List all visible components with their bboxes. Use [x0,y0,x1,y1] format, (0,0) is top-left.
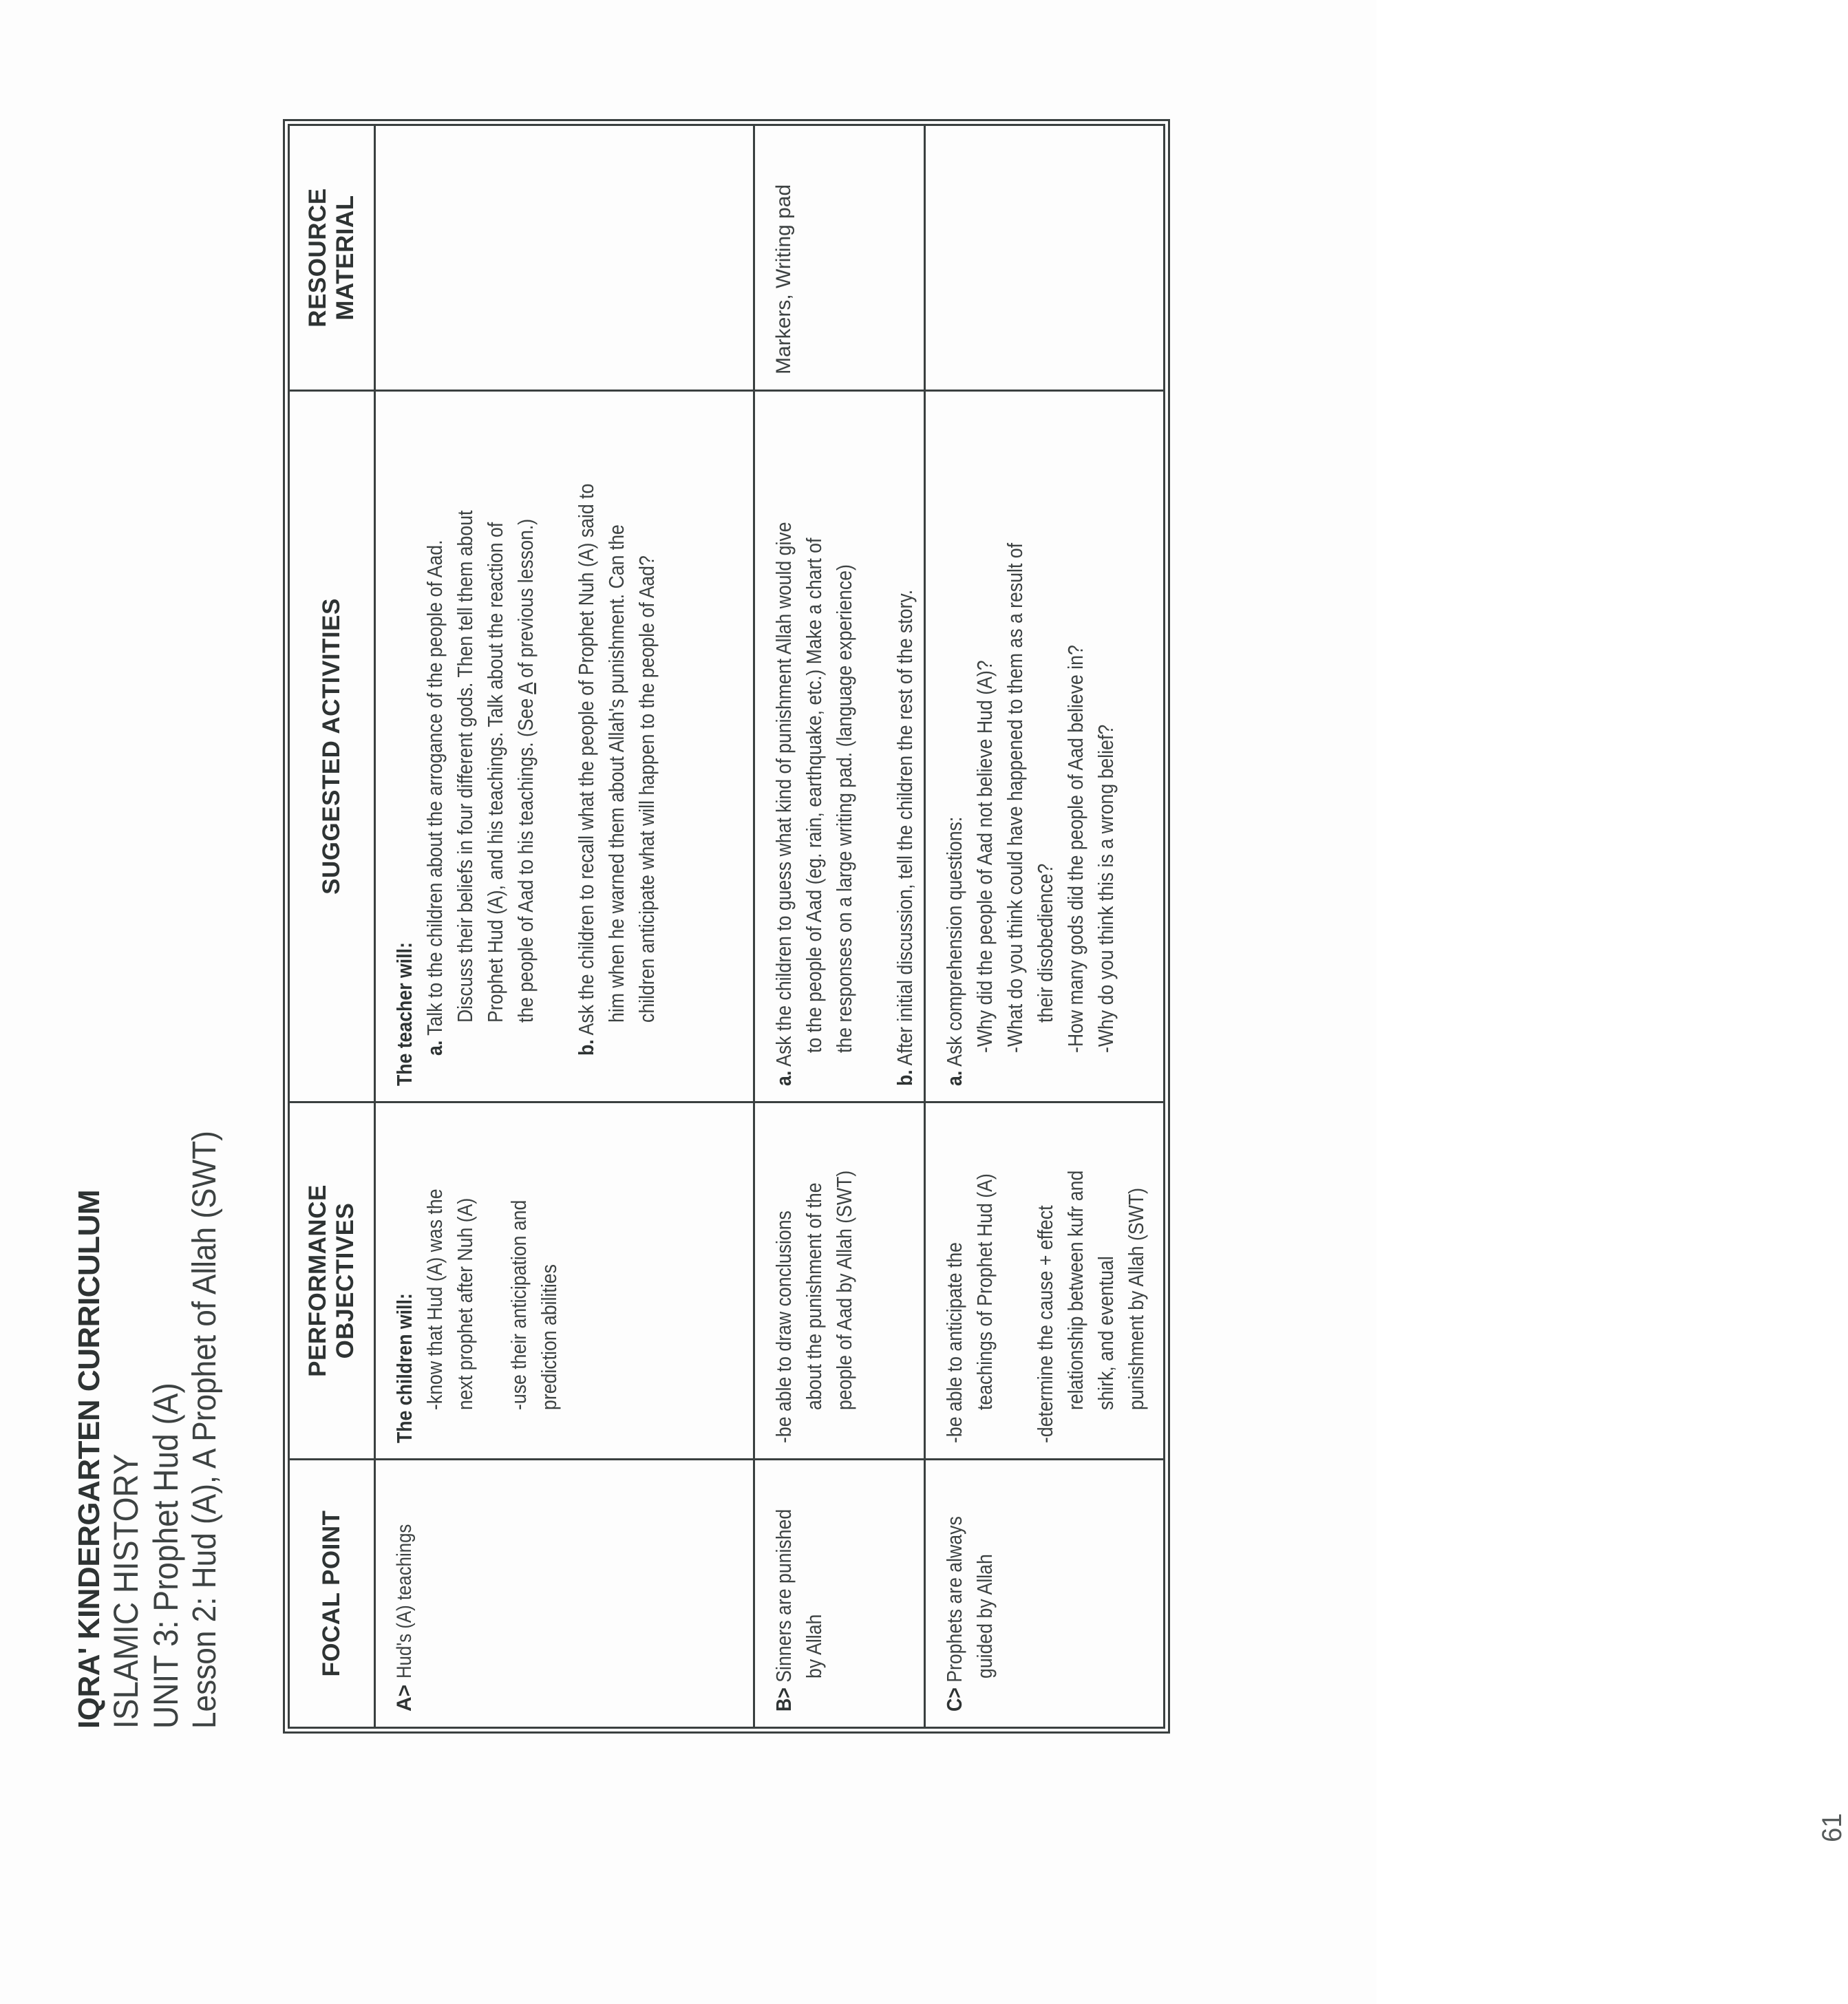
curriculum-title: IQRA' KINDERGARTEN CURRICULUM [72,1189,106,1729]
row-b-objective-1-line-1: -be able to draw conclusions [772,1211,796,1443]
row-b-activity-b [890,590,920,1086]
row-c-objective-2-line-4: punishment by Allah (SWT) [1124,1187,1148,1410]
row-c-question-3: -How many gods did the people of Aad believe in? [1063,645,1087,1053]
row-a-objective-2-line-2: prediction abilities [537,1264,561,1410]
lesson-plan-table [288,124,1165,1729]
row-c-resource [926,126,1163,390]
header-performance-label-2: OBJECTIVES [332,1202,359,1359]
row-a-activity-b-line-2: him when he warned them about Allah's punishment. Can the [604,524,628,1023]
header-resource-label-2: MATERIAL [332,195,359,321]
row-a-activity-a-label: a. [423,1040,447,1056]
row-b-activity-a [769,522,799,1086]
row-a-objectives [376,1101,755,1458]
row-a-activity-a-line-3: Prophet Hud (A), and his teachings. Talk about the reaction of [483,522,507,1023]
header-resource-material [290,126,376,390]
row-c-question-4: -Why do you think this is a wrong belief? [1094,724,1118,1053]
row-a-activity-a-line-4 [511,519,541,1023]
row-c-question-2-cont: their disobedience? [1033,863,1057,1023]
row-b-activities [755,390,926,1101]
header-suggested-activities-label: SUGGESTED ACTIVITIES [318,598,345,895]
row-a-activity-b-line-3: children anticipate what will happen to the people of Aad? [635,555,659,1023]
row-b-resource-text: Markers, Writing pad [772,184,795,374]
row-a-activity-a [420,540,450,1056]
page-heading [74,1079,222,1729]
row-a-focal-point [376,1458,755,1727]
header-focal-point-label: FOCAL POINT [318,1510,345,1677]
row-c-question-2: -What do you think could have happened to them as a result of [1003,542,1027,1053]
row-c-focal-point [926,1458,1163,1727]
subject-title: ISLAMIC HISTORY [107,1453,145,1729]
lesson-title: Lesson 2: Hud (A), A Prophet of Allah (SWT) [187,1131,223,1729]
row-b-focal-point [755,1458,926,1727]
header-focal-point [290,1458,376,1727]
unit-title: UNIT 3: Prophet Hud (A) [147,1383,185,1729]
row-c-objective-2-line-3: shirk, and eventual [1094,1256,1118,1410]
row-a-activity-a-line-1: Talk to the children about the arrogance of the people of Aad. [423,540,447,1036]
row-a-objectives-intro: The children will: [392,1293,416,1443]
row-a-activities [376,390,755,1101]
row-b-resource [755,126,926,390]
row-a-objective-2-line-1: -use their anticipation and [507,1200,531,1410]
row-a-activity-a-line-4-end: of previous lesson.) [513,518,538,683]
row-b-focal-text-1: Sinners are punished [772,1509,796,1683]
row-b-activity-a-line-1: Ask the children to guess what kind of punishment Allah would give [772,522,796,1067]
row-c-objectives [926,1101,1163,1458]
header-performance-objectives [290,1101,376,1458]
row-c-focal-text-2: guided by Allah [973,1554,997,1678]
row-b-focal-line-1 [769,1509,799,1712]
row-c-objective-1-line-1: -be able to anticipate the [942,1242,966,1443]
header-performance-label-1: PERFORMANCE [304,1184,331,1377]
row-a-activity-b-label: b. [574,1039,598,1056]
row-c-objective-1-line-2: teachings of Prophet Hud (A) [973,1173,997,1410]
row-c-objective-2-line-2: relationship between kufr and [1063,1170,1087,1410]
row-b-activity-a-line-2: to the people of Aad (eg. rain, earthquake, etc.) Make a chart of [802,537,826,1053]
row-b-focal-label: B> [772,1687,796,1712]
row-c-question-1: -Why did the people of Aad not believe Hud (A)? [973,660,997,1053]
row-a-activity-b-line-1: Ask the children to recall what the people of Prophet Nuh (A) said to [574,483,598,1036]
row-b-activity-b-label: b. [893,1069,917,1086]
row-b-objective-1-line-3: people of Aad by Allah (SWT) [832,1170,856,1410]
row-b-activity-a-label: a. [772,1070,796,1086]
header-resource-label-1: RESOURCE [304,188,331,328]
row-c-focal-text-1: Prophets are always [942,1516,966,1683]
header-suggested-activities [290,390,376,1101]
row-c-activity-a-label: a. [942,1070,966,1086]
row-a-activity-a-line-4-text: the people of Aad to his teachings. (See [513,694,538,1023]
row-c-focal-label: C> [942,1687,966,1712]
row-b-objective-1-line-2: about the punishment of the [802,1182,826,1410]
row-a-focal-text: Hud's (A) teachings [393,1524,416,1679]
row-a-activities-intro: The teacher will: [392,942,416,1086]
row-c-objective-2-line-1: -determine the cause + effect [1033,1205,1057,1443]
row-a-focal-label: A> [393,1684,416,1712]
row-b-activity-b-line-1: After initial discussion, tell the children the rest of the story. [893,589,917,1066]
row-a-objective-1-line-1: -know that Hud (A) was the [423,1188,447,1410]
row-b-focal-text-2: by Allah [802,1614,826,1678]
row-a-activity-b [571,484,602,1056]
row-c-activity-a-line-1: Ask comprehension questions: [942,816,966,1067]
row-c-focal-line-1 [939,1516,970,1712]
row-a-activity-a-line-2: Discuss their beliefs in four different gods. Then tell them about [453,510,477,1023]
row-a-resource [376,126,755,390]
row-b-activity-a-line-3: the responses on a large writing pad. (language experience) [832,564,856,1053]
row-a-objective-1-line-2: next prophet after Nuh (A) [453,1197,477,1410]
page-number: 61 [1817,1813,1847,1842]
row-a-activity-a-reference: A [513,683,538,694]
row-b-objectives [755,1101,926,1458]
row-c-activity-a [939,817,970,1086]
row-c-activities [926,390,1163,1101]
